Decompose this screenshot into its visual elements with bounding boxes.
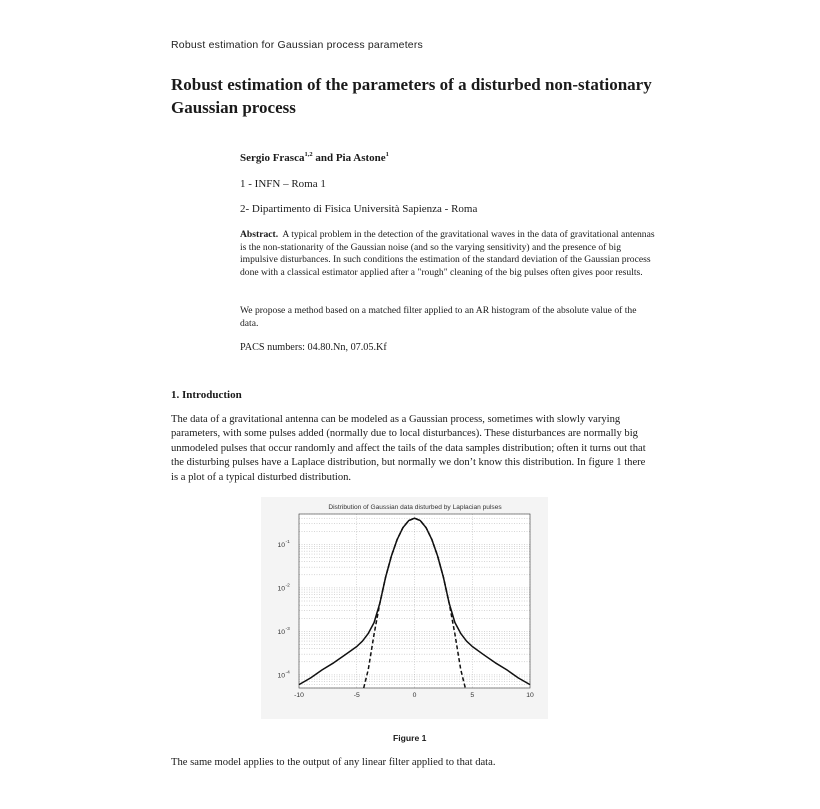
paper-title: Robust estimation of the parameters of a disturbed non-stationary Gaussian process	[171, 75, 652, 117]
abstract	[240, 229, 655, 280]
x-tick-label: 5	[470, 692, 475, 699]
author-name: Pia Astone	[335, 152, 386, 164]
affiliation-1: 1 - INFN – Roma 1	[240, 178, 326, 190]
author-name: Sergio Frasca	[240, 152, 305, 164]
pacs-numbers: PACS numbers: 04.80.Nn, 07.05.Kf	[240, 342, 387, 353]
x-tick-label: -10	[294, 692, 304, 699]
y-tick-exponent: -2	[285, 583, 290, 589]
chart-title: Distribution of Gaussian data disturbed by Laplacian pulses	[328, 504, 502, 511]
x-tick-label: 0	[412, 692, 417, 699]
y-tick-exponent: -1	[285, 539, 290, 545]
x-tick-label: 10	[526, 692, 534, 699]
abstract-text: A typical problem in the detection of the gravitational waves in the data of gravitational antennas is the non-stationarity of the Gaussian noise (and so the varying sensitivity) and the presence of big impulsive disturbances. In such conditions the estimation of the standard deviation of the Gaussian process done with a classical estimator applied after a "rough" cleaning of the big pulses often gives poor results.	[240, 229, 655, 279]
distribution-chart	[261, 497, 548, 719]
y-tick-exponent: -4	[285, 670, 290, 676]
y-tick-label: 10	[277, 541, 285, 549]
author-line	[240, 151, 389, 164]
body-paragraph: The same model applies to the output of any linear filter applied to that data.	[171, 757, 496, 768]
abstract-paragraph-2: We propose a method based on a matched filter applied to an AR histogram of the absolute value of the data.	[240, 305, 637, 329]
author-affiliation-mark: 1,2	[304, 151, 313, 158]
y-tick-label: 10	[277, 628, 285, 636]
y-tick-label: 10	[277, 672, 285, 680]
y-tick-exponent: -3	[285, 626, 290, 632]
figure-1	[261, 497, 548, 719]
intro-paragraph: The data of a gravitational antenna can be modeled as a Gaussian process, sometimes with slowly varying parameters, with some pulses added (normally due to local disturbances). These disturbances are normally big unmodeled pulses that occur randomly and affect the tails of the data samples distribution; often it turns out that the disturbing pulses have a Laplace distribution, but normally we don’t know this distribution. In figure 1 there is a plot of a typical disturbed distribution.	[171, 414, 646, 483]
affiliation-2: 2- Dipartimento di Fisica Università Sapienza - Roma	[240, 203, 478, 215]
x-tick-label: -5	[353, 692, 360, 699]
figure-caption: Figure 1	[393, 733, 427, 743]
y-tick-label: 10	[277, 585, 285, 593]
running-head: Robust estimation for Gaussian process parameters	[171, 39, 423, 51]
chart-grid	[299, 514, 530, 688]
abstract-label: Abstract.	[240, 229, 279, 240]
section-heading: 1. Introduction	[171, 389, 242, 401]
author-connector: and	[315, 152, 334, 164]
author-affiliation-mark: 1	[385, 151, 389, 158]
